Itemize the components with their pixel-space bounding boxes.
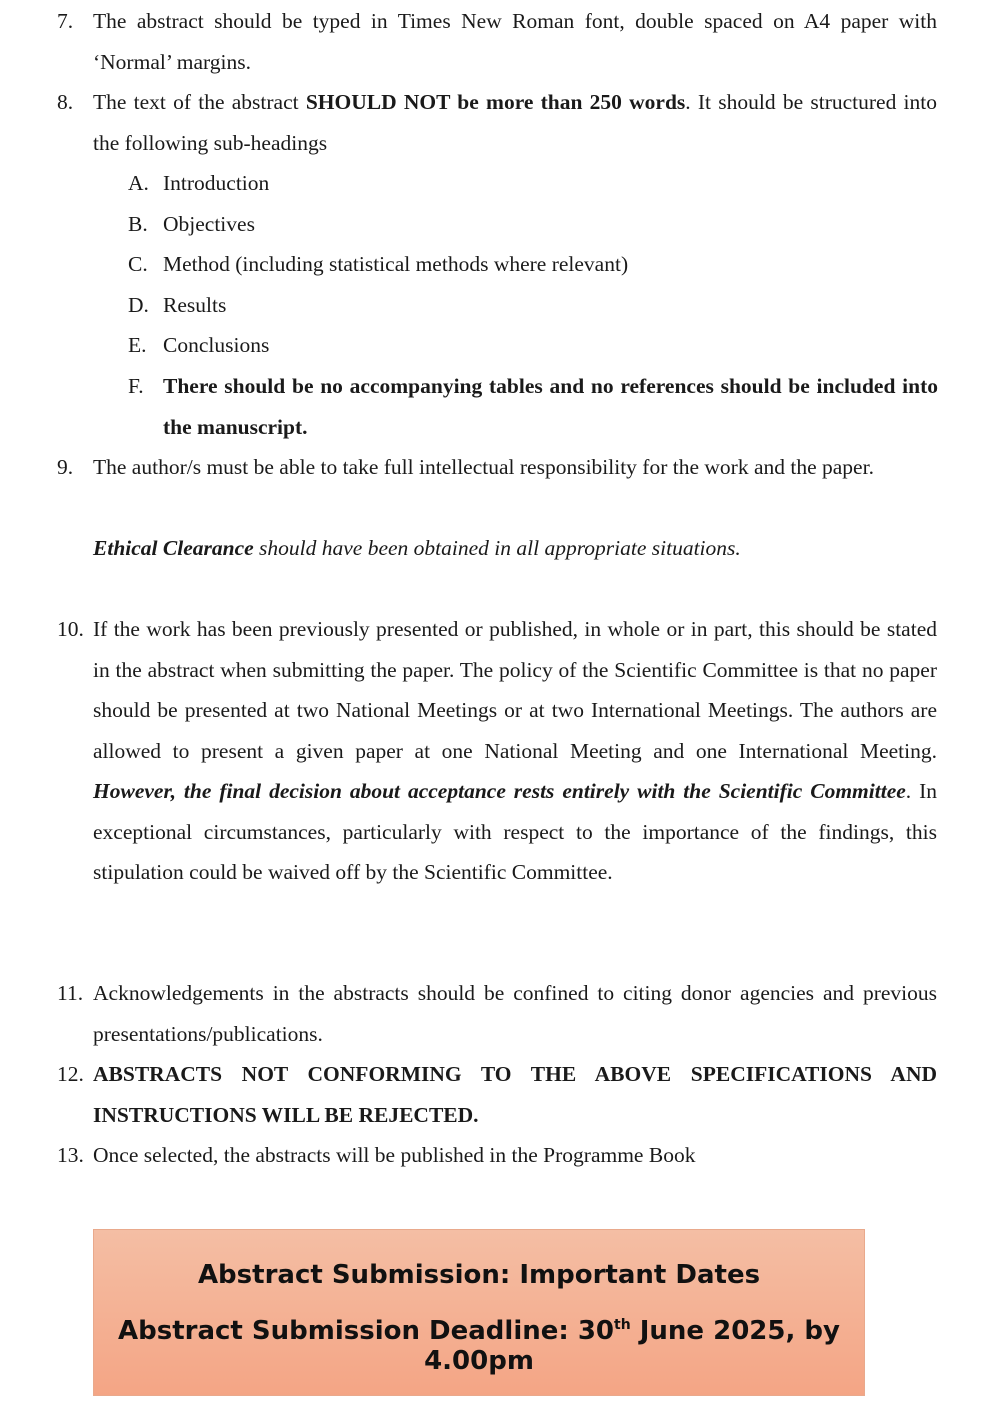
subheading-c — [128, 244, 938, 285]
word-limit-emphasis: SHOULD NOT be more than 250 words — [305, 90, 686, 114]
ethical-clearance-note — [93, 528, 741, 568]
subheading-letter: C. — [128, 252, 148, 276]
subheading-a — [128, 163, 938, 204]
text-run: The text of the abstract — [93, 90, 306, 114]
list-item-9 — [57, 447, 937, 488]
subheading-d — [128, 285, 938, 326]
subheading-letter: A. — [128, 171, 149, 195]
item-text: The author/s must be able to take full intellectual responsibility for the work and the paper. — [93, 455, 874, 479]
item-text — [93, 82, 937, 163]
text-run: . It should be structured into the following sub-headings — [93, 90, 937, 155]
text-run: If the work has been previously presented or published, in whole or in part, this should be stated in the abstract when submitting the paper. The policy of the Scientific Committee is that no paper should be presented at two National Meetings or at two International Meetings. The authors are allowed to present a given paper at one National Meeting and one International Meeting. — [93, 617, 937, 763]
item-number: 10. — [57, 617, 84, 641]
list-item-8 — [57, 82, 937, 163]
subheading-f — [128, 366, 938, 447]
subheading-text: Method (including statistical methods where relevant) — [163, 252, 629, 276]
item-number: 8. — [57, 90, 74, 114]
list-item-12 — [57, 1054, 937, 1135]
list-item-7 — [57, 1, 937, 82]
subheading-letter: B. — [128, 212, 148, 236]
subheading-letter: E. — [128, 333, 147, 357]
subheading-letter: F. — [128, 374, 144, 398]
text-run: should have been obtained in all appropriate situations. — [253, 536, 741, 560]
subheading-text: Objectives — [163, 212, 255, 236]
item-number: 11. — [57, 981, 84, 1005]
item-text: Acknowledgements in the abstracts should be confined to citing donor agencies and previous presentations/publications. — [93, 981, 937, 1046]
item-text: ABSTRACTS NOT CONFORMING TO THE ABOVE SPECIFICATIONS AND INSTRUCTIONS WILL BE REJECTED. — [93, 1062, 937, 1127]
list-item-11 — [57, 973, 937, 1054]
deadline-text: Abstract Submission Deadline: 30 — [118, 1316, 615, 1346]
item-text — [93, 609, 937, 893]
list-item-13 — [57, 1135, 937, 1176]
item-text: The abstract should be typed in Times New Roman font, double spaced on A4 paper with ‘Normal’ margins. — [93, 9, 937, 74]
item-number: 13. — [57, 1143, 84, 1167]
subheading-text: Conclusions — [163, 333, 270, 357]
subheading-text: Introduction — [163, 171, 270, 195]
item-number: 7. — [57, 9, 74, 33]
committee-decision-emphasis: However, the final decision about acceptance rests entirely with the Scientific Committee — [93, 779, 906, 803]
subheading-text: Results — [163, 293, 227, 317]
ethical-clearance-label: Ethical Clearance — [93, 536, 254, 560]
subheading-b — [128, 204, 938, 245]
item-number: 9. — [57, 455, 74, 479]
subheading-e — [128, 325, 938, 366]
deadline-ordinal: th — [614, 1317, 631, 1333]
important-dates-box — [93, 1229, 865, 1396]
important-dates-title: Abstract Submission: Important Dates — [197, 1260, 761, 1290]
subheading-text: There should be no accompanying tables and no references should be included into the manuscript. — [163, 374, 938, 439]
list-item-10 — [57, 609, 937, 893]
item-text: Once selected, the abstracts will be published in the Programme Book — [93, 1143, 696, 1167]
item-number: 12. — [57, 1062, 84, 1086]
text-run: . In exceptional circumstances, particularly with respect to the importance of the findings, this stipulation could be waived off by the Scientific Committee. — [93, 779, 937, 884]
submission-deadline — [94, 1316, 864, 1376]
subheading-letter: D. — [128, 293, 149, 317]
deadline-text: June 2025, by 4.00pm — [424, 1316, 840, 1376]
